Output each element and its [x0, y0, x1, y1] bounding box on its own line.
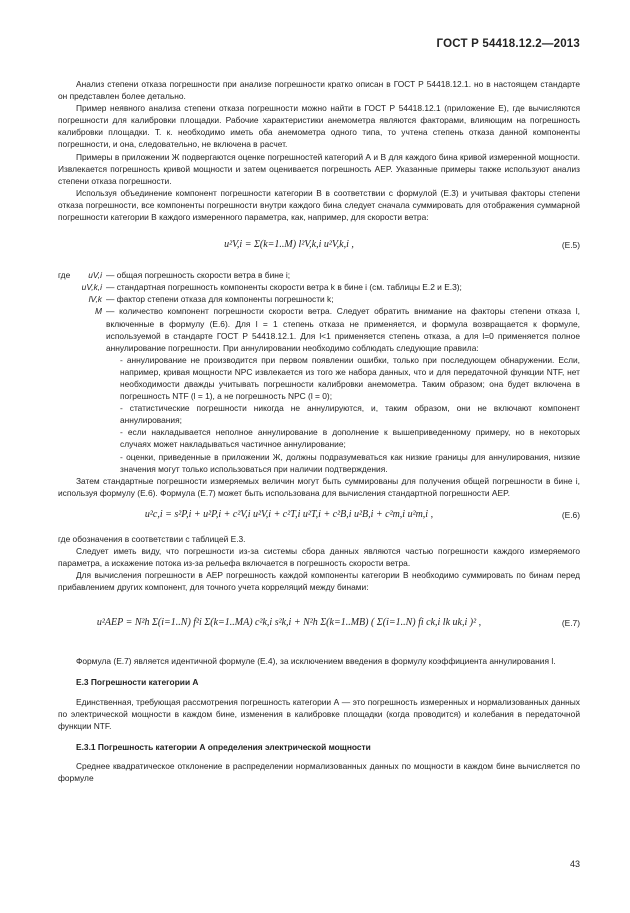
- subsection-heading: Е.3.1 Погрешность категории А определения электрической мощности: [76, 741, 371, 752]
- symbol: uV,i: [88, 270, 102, 281]
- equation-formula: u²AEP = N²h Σ(i=1..N) f²i Σ(k=1..MA) c²k,i s²k,i + N²h Σ(k=1..MB) ( Σ(i=1..N) fi ck,i lk uk,i )² ,: [96, 617, 482, 629]
- definition-text: — стандартная погрешность компоненты скорости ветра k в бине i (см. таблицы Е.2 и Е.3);: [106, 282, 462, 293]
- page-number: 43: [569, 859, 580, 869]
- paragraph: Используя объединение компонент погрешности категории В в соответствии с формулой (Е.3) и учитывая факторы степени отказа погрешности, все компоненты погрешности внутри каждого бина следует сначала суммировать для отображения суммарной погрешности категории В каждого измеренного параметра, как, например, для скорости ветра:: [58, 187, 580, 223]
- definition-text: — количество компонент погрешности скорости ветра. Следует обратить внимание на факторы степени отказа l, включенные в формулу (Е.6). Для l = 1 степень отказа не применяется, и формула возвращается к формуле, используемой в стандарте ГОСТ Р 54418.12.1. Для l<1 применяется степень отказа, а для l=0 применяется полное аннулирование погрешности. При аннулировании необходимо соблюдать следующие правила:: [106, 306, 580, 353]
- paragraph: Единственная, требующая рассмотрения погрешность категории А — это погрешность измеренных и нормализованных данных по электрической мощности в каждом бине, изменения в калибровке площадки (когда проводится) и колебания в передаточной функции NTF.: [58, 696, 580, 731]
- document-header: ГОСТ Р 54418.12.2—2013: [436, 38, 580, 50]
- paragraph: Формула (Е.7) является идентичной формуле (Е.4), за исключением введения в формулу коэффициента аннулирования l.: [76, 656, 556, 667]
- paragraph: Пример неявного анализа степени отказа погрешности можно найти в ГОСТ Р 54418.12.1 (приложение Е), где вычисляются погрешности для калибровки площадки. Рабочие характеристики анемометра являются факторами, влияющим на погрешность калибровки площадки. Т. к. необходимо иметь оба анемометра одного типа, то учтена степень отказа данной компоненты погрешности, и она, следовательно, не включена в расчет.: [58, 103, 580, 150]
- equation-e6: [58, 505, 580, 527]
- rule-item: - оценки, приведенные в приложении Ж, должны подразумеваться как низкие границы для аннулирования, низкие значения могут только использоваться при наличии подтверждения.: [120, 451, 580, 474]
- equation-number: (Е.7): [561, 618, 580, 629]
- paragraph: Анализ степени отказа погрешности при анализе погрешности кратко описан в ГОСТ Р 54418.12.1. но в настоящем стандарте он представлен более детально.: [58, 79, 580, 102]
- document-body: [58, 78, 580, 784]
- equation-e7: [58, 599, 580, 649]
- rule-item: - аннулирование не производится при первом появлении ошибки, только при последующем обнаружении. Если, например, кривая мощности NPC извлекается из того же набора данных, что и для передаточной функции NTF, нет необходимости дважды учитывать погрешности калибровки анемометра. Таким образом; она будет включена в погрешность NTF (l = 1), а не погрешность NPC (l = 0);: [120, 354, 580, 402]
- definition-text: — фактор степени отказа для компоненты погрешности k;: [106, 294, 334, 305]
- definition-row: [58, 293, 580, 305]
- equation-number: (Е.5): [561, 240, 580, 251]
- symbol-definitions: [58, 269, 580, 354]
- where-label: где: [58, 270, 71, 281]
- definition-row: [58, 305, 580, 353]
- paragraph: где обозначения в соответствии с таблицей Е.3.: [58, 533, 246, 544]
- equation-formula: u²V,i = Σ(k=1..M) l²V,k,i u²V,k,i ,: [224, 239, 354, 251]
- symbol: lV,k: [88, 294, 102, 305]
- definition-text: — общая погрешность скорости ветра в бине i;: [106, 270, 291, 281]
- paragraph: Для вычисления погрешности в AEP погрешность каждой компоненты категории В необходимо суммировать по бинам перед прибавлением других компонент, для точного учета корреляций между бинами:: [58, 570, 580, 593]
- section-heading: Е.3 Погрешности категории А: [76, 677, 199, 688]
- equation-formula: u²c,i = s²P,i + u²P,i + c²V,i u²V,i + c²T,i u²T,i + c²B,i u²B,i + c²m,i u²m,i ,: [144, 508, 434, 520]
- definition-row: [58, 281, 580, 293]
- paragraph: Среднее квадратическое отклонение в распределении нормализованных данных по мощности в каждом бине вычисляется по формуле: [58, 760, 580, 784]
- definition-row: [58, 269, 580, 281]
- paragraph: Примеры в приложении Ж подвергаются оценке погрешностей категорий А и В для каждого бина кривой измеренной мощности. Извлекается погрешность кривой мощности и затем оценивается погрешность AEP. Указанные примеры также используют анализ степени отказа погрешности.: [58, 151, 580, 186]
- symbol: M: [95, 306, 102, 317]
- symbol: uV,k,i: [81, 282, 102, 293]
- equation-number: (Е.6): [561, 509, 580, 520]
- rule-item: - если накладывается неполное аннулирование в дополнение к вышеприведенному примеру, но в некоторых случаях может накладываться частичное аннулирование;: [120, 427, 580, 450]
- equation-e5: [58, 229, 580, 263]
- paragraph: Следует иметь виду, что погрешности из-за системы сбора данных являются частью погрешности каждого измеряемого параметра, а искажение потока из-за рельефа включается в погрешность скорости ветра.: [58, 546, 580, 569]
- paragraph: Затем стандартные погрешности измеряемых величин могут быть суммированы для получения общей погрешности в бине i, используя формулу (Е.6). Формула (Е.7) может быть использована для вычисления стандартной погрешности AEP.: [58, 475, 580, 498]
- rule-item: - статистические погрешности никогда не аннулируются, и, таким образом, они не включают компонент аннулирования;: [120, 403, 580, 426]
